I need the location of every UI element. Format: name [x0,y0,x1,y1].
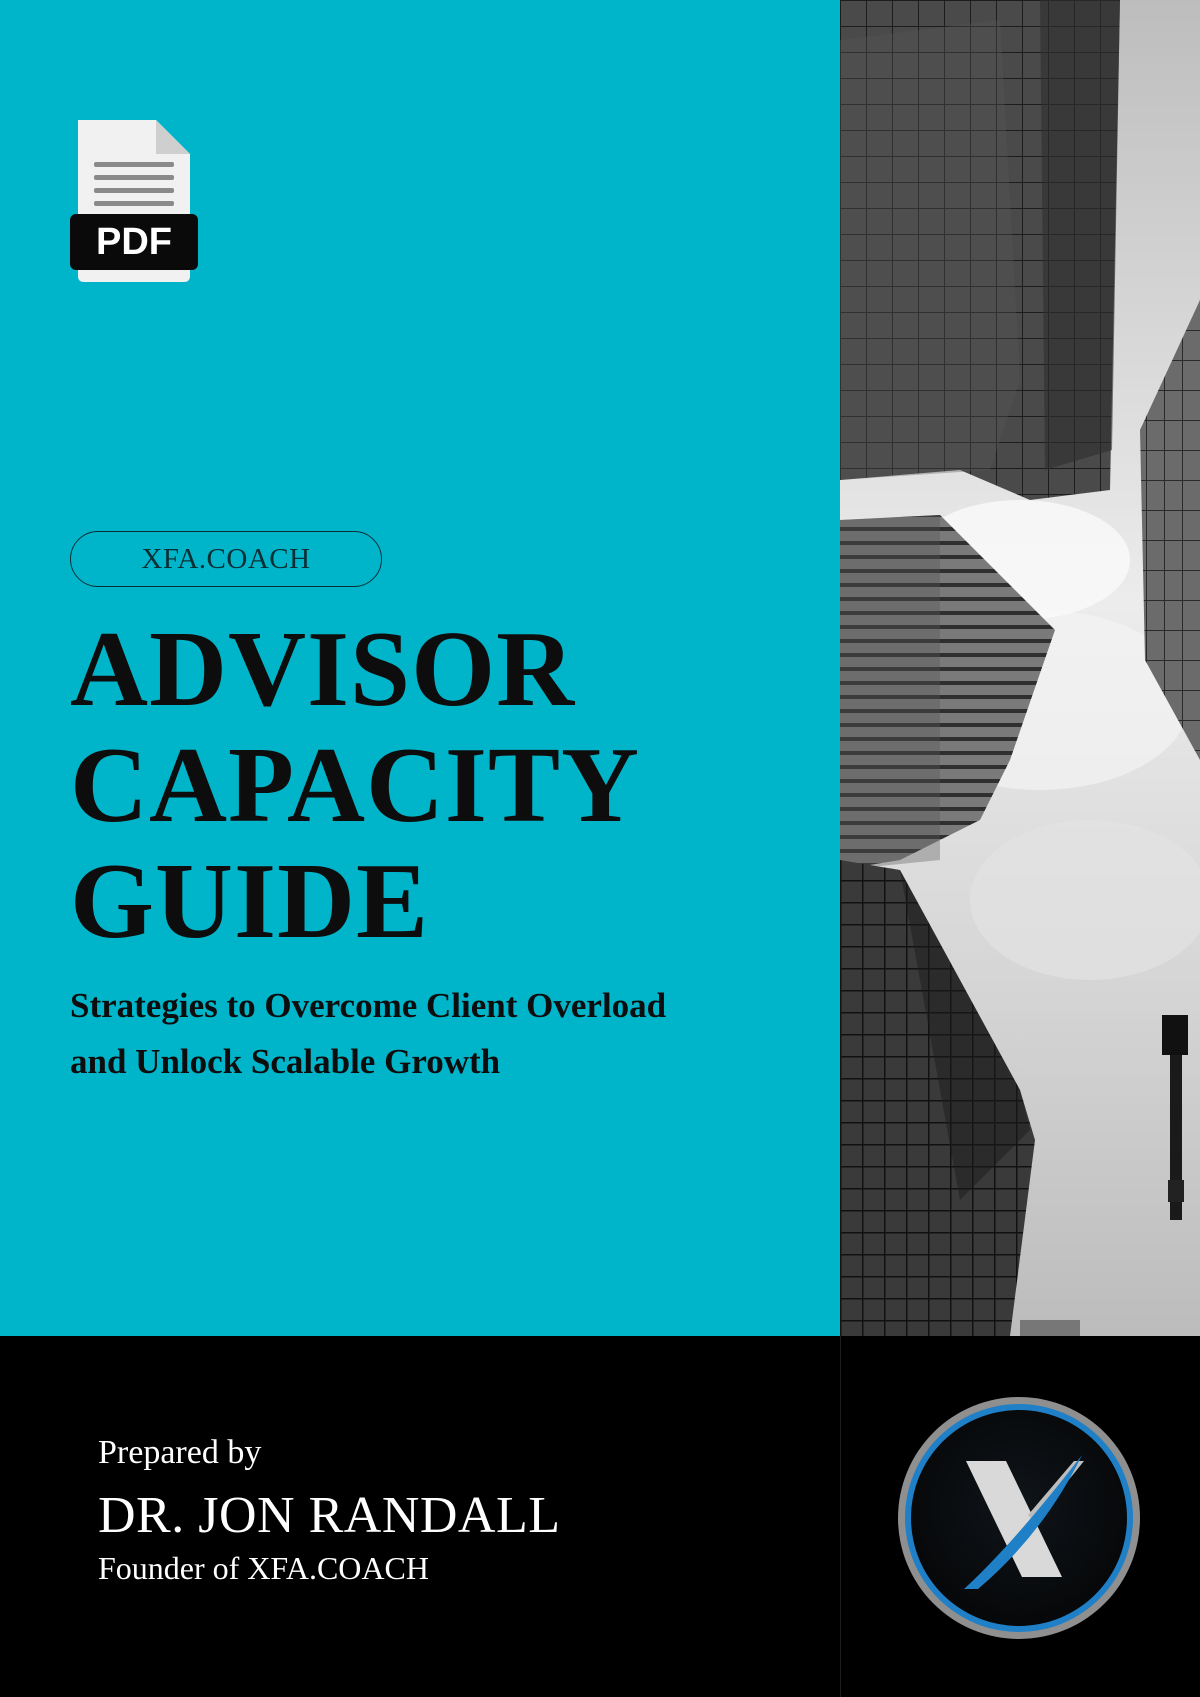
page-title [70,612,810,960]
author-name: DR. JON RANDALL [98,1487,561,1544]
subtitle-line-2: and Unlock Scalable Growth [70,1042,501,1081]
title-line-1: ADVISOR [70,610,576,729]
title-line-3: GUIDE [70,842,430,961]
skyscraper-photo [840,0,1200,1336]
author-role: Founder of XFA.COACH [98,1550,429,1586]
prepared-by-label: Prepared by [98,1434,262,1471]
subtitle-line-1: Strategies to Overcome Client Overload [70,986,667,1025]
brand-pill: XFA.COACH [70,531,382,587]
pdf-file-icon [70,120,198,282]
title-line-2: CAPACITY [70,726,640,845]
xfa-x-logo-icon [894,1393,1144,1643]
footer-divider [840,1336,841,1697]
skyscraper-illustration [840,0,1200,1336]
subtitle [70,978,830,1090]
pdf-badge-label: PDF [96,221,172,263]
